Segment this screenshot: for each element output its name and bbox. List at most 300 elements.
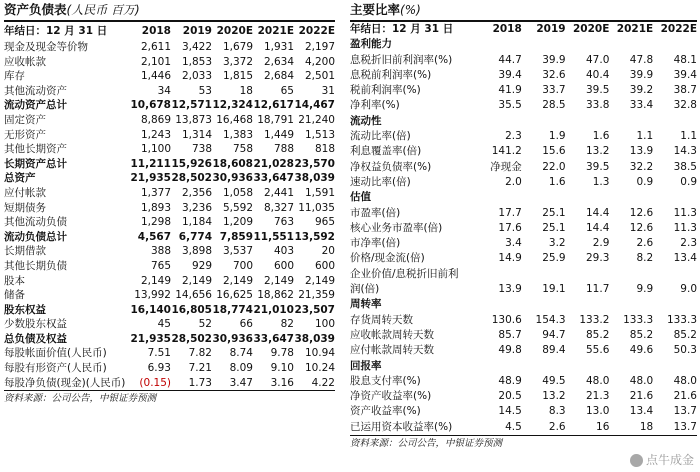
- value-cell: 14.4: [586, 206, 610, 219]
- value-cell: 763: [273, 216, 294, 229]
- row-label: 库存: [4, 70, 25, 83]
- total-row: [4, 171, 335, 186]
- table-row: [350, 83, 697, 98]
- row-label: 流动负债总计: [4, 230, 67, 243]
- value-cell: 16,625: [216, 289, 253, 302]
- value-cell: 2,634: [263, 55, 294, 68]
- value-cell: 11.3: [673, 206, 697, 219]
- key-ratios-panel: [350, 0, 697, 452]
- row-label: 应收帐款周转天数: [350, 328, 434, 341]
- value-cell: 16: [596, 420, 610, 433]
- row-label: 每股净负债(现金)(人民币): [4, 376, 126, 389]
- row-label: 流动比率(倍): [350, 130, 411, 143]
- value-cell: 1.1: [636, 130, 654, 143]
- value-cell: 403: [273, 245, 294, 258]
- value-cell: 2,197: [304, 41, 335, 53]
- value-cell: 765: [150, 259, 171, 272]
- table-row: [4, 215, 335, 230]
- value-cell: 13.9: [498, 283, 522, 296]
- value-cell: 1,209: [222, 216, 253, 229]
- value-cell: 133.3: [623, 313, 654, 326]
- value-cell: 33.7: [542, 84, 566, 97]
- value-cell: 1,446: [140, 70, 171, 83]
- value-cell: 38,039: [294, 172, 335, 185]
- row-label: 股东权益: [4, 303, 46, 316]
- value-cell: 3.4: [505, 237, 522, 250]
- row-label: 存货周转天数: [350, 313, 413, 326]
- value-cell: 9.78: [270, 347, 294, 360]
- value-cell: 4,200: [304, 55, 335, 68]
- table-row: [4, 346, 335, 361]
- value-cell: 2,149: [140, 274, 171, 287]
- table-row: [4, 113, 335, 128]
- value-cell: 18: [639, 420, 654, 433]
- source-note: 资料来源：公司公告，中银证券预测: [350, 438, 503, 450]
- value-cell: 38.5: [673, 160, 697, 173]
- table-row: [350, 313, 697, 328]
- value-cell: 14.4: [586, 221, 610, 234]
- value-cell: 1,449: [263, 128, 294, 141]
- value-cell: 41.9: [498, 84, 522, 97]
- value-cell: 8.74: [229, 347, 253, 360]
- value-cell: 929: [191, 259, 212, 272]
- value-cell: 2,149: [222, 274, 253, 287]
- section-row: [350, 359, 697, 374]
- value-cell: 14.3: [673, 145, 697, 158]
- watermark-text: 点牛成金: [645, 453, 694, 467]
- value-cell: 1,058: [222, 186, 253, 199]
- value-cell: 4.22: [311, 376, 335, 389]
- value-cell: 6,774: [178, 230, 212, 243]
- value-cell: 3,236: [181, 201, 212, 214]
- row-label: 核心业务市盈率(倍): [350, 221, 443, 234]
- value-cell: 49.5: [542, 374, 566, 387]
- value-cell: 2,501: [304, 70, 335, 83]
- value-cell: 48.0: [673, 374, 697, 387]
- value-cell: 8,327: [263, 201, 294, 214]
- value-cell: 1,591: [304, 186, 335, 199]
- value-cell: 18,862: [257, 289, 294, 302]
- key-ratios-title: [350, 0, 697, 20]
- row-label: 现金及现金等价物: [4, 41, 88, 53]
- balance-sheet-subtitle: (人民币 百万): [66, 3, 140, 17]
- row-label: 股息支付率(%): [350, 374, 421, 387]
- row-label: 净权益负债率(%): [350, 160, 432, 173]
- row-label: 已运用资本收益率(%): [350, 420, 453, 433]
- value-cell: 17.6: [498, 221, 522, 234]
- value-cell: 11.7: [586, 283, 610, 296]
- value-cell: 20.5: [498, 390, 522, 403]
- value-cell: 53: [198, 84, 212, 97]
- row-label: 短期债务: [4, 201, 46, 214]
- row-label: 股本: [4, 274, 25, 287]
- value-cell: 9.9: [636, 283, 654, 296]
- balance-sheet-title: [4, 0, 335, 20]
- table-row: [350, 53, 697, 68]
- value-cell: 1,298: [140, 216, 171, 229]
- value-cell: 20: [321, 245, 335, 258]
- value-cell: 33,647: [253, 332, 294, 345]
- table-row: [4, 244, 335, 259]
- value-cell: 4,567: [137, 230, 171, 243]
- table-row: [4, 142, 335, 157]
- value-cell: 13,992: [134, 289, 171, 302]
- value-cell: 11,211: [130, 157, 171, 170]
- row-label: 每股有形资产(人民币): [4, 362, 107, 375]
- value-cell: 6.93: [147, 362, 171, 375]
- value-cell: 13.4: [673, 252, 697, 265]
- table-row: [4, 84, 335, 99]
- value-cell: 66: [239, 318, 253, 331]
- value-cell: 3.16: [270, 376, 294, 389]
- value-cell: 18,791: [257, 113, 294, 126]
- table-row: [350, 221, 697, 236]
- table-row: [350, 144, 697, 159]
- value-cell: 13,873: [175, 113, 212, 126]
- value-cell: 85.2: [629, 328, 654, 341]
- value-cell: 31: [321, 84, 335, 97]
- section-row: [350, 37, 697, 52]
- value-cell: 13.2: [586, 145, 610, 158]
- table-row: [350, 343, 697, 358]
- value-cell: 28,502: [171, 172, 212, 185]
- value-cell: 8.2: [636, 252, 654, 265]
- total-row: [4, 157, 335, 172]
- section-row: [350, 114, 697, 129]
- value-cell: 2.6: [636, 237, 654, 250]
- value-cell: 13.7: [673, 405, 697, 418]
- table-row: [4, 40, 335, 55]
- value-cell: 38,039: [294, 332, 335, 345]
- year-header: 2021E: [257, 25, 294, 37]
- value-cell: 12.6: [629, 221, 654, 234]
- value-cell: 2.9: [592, 237, 610, 250]
- value-cell: 44.7: [498, 53, 522, 66]
- value-cell: 2,149: [263, 274, 294, 287]
- value-cell: 1,931: [263, 41, 294, 53]
- value-cell: 40.4: [586, 68, 610, 81]
- row-label: 应付帐款: [4, 186, 46, 199]
- value-cell: 21,359: [298, 289, 335, 302]
- value-cell: 29.3: [586, 252, 610, 265]
- year-end-header: 年结日：12 月 31 日: [350, 23, 454, 35]
- value-cell: 13,592: [294, 230, 335, 243]
- value-cell: 12,571: [171, 99, 212, 112]
- table-header-row: [350, 22, 697, 37]
- total-row: [4, 98, 335, 113]
- value-cell: 48.0: [586, 374, 610, 387]
- value-cell: 133.3: [666, 313, 697, 326]
- row-label: 总负债及权益: [4, 332, 67, 345]
- value-cell: 12,324: [212, 99, 253, 112]
- value-cell: 32.8: [673, 99, 697, 112]
- row-label: 企业价值/息税折旧前利: [350, 267, 459, 280]
- value-cell: 14.9: [498, 252, 522, 265]
- value-cell: 2.3: [680, 237, 697, 250]
- value-cell: 13.4: [629, 405, 654, 418]
- value-cell: 13.9: [629, 145, 654, 158]
- table-row: [4, 376, 335, 391]
- row-label: 税前利润率(%): [350, 84, 421, 97]
- value-cell: 21,240: [298, 113, 335, 126]
- row-label: 价格/现金流(倍): [350, 252, 425, 265]
- table-row: [350, 420, 697, 435]
- value-cell: 48.1: [673, 53, 697, 66]
- table-row: [350, 98, 697, 113]
- value-cell: 3,537: [222, 245, 253, 258]
- value-cell: 13.0: [586, 405, 610, 418]
- value-cell: 33.8: [586, 99, 610, 112]
- value-cell: 94.7: [542, 328, 566, 341]
- value-cell: 1,184: [181, 216, 212, 229]
- value-cell: 34: [157, 84, 171, 97]
- table-row: [4, 128, 335, 143]
- value-cell: 30,936: [212, 332, 253, 345]
- value-cell: 89.4: [542, 344, 566, 357]
- value-cell: 0.9: [680, 175, 697, 188]
- value-cell: 5,592: [222, 201, 253, 214]
- row-label: 其他流动负债: [4, 216, 67, 229]
- value-cell: 12.6: [629, 206, 654, 219]
- value-cell: 2,684: [263, 70, 294, 83]
- table-row: [350, 160, 697, 175]
- value-cell: 33.4: [629, 99, 654, 112]
- value-cell: 130.6: [491, 313, 522, 326]
- value-cell: 3,372: [222, 55, 253, 68]
- row-label: 总资产: [4, 172, 36, 185]
- table-row: [350, 328, 697, 343]
- value-cell: 1,893: [140, 201, 171, 214]
- table-row: [4, 288, 335, 303]
- section-label: 盈利能力: [350, 38, 392, 51]
- value-cell: 18,774: [212, 303, 253, 316]
- value-cell: 2,611: [140, 41, 171, 53]
- value-cell: 21.3: [586, 390, 610, 403]
- row-label: 流动资产总计: [4, 99, 67, 112]
- year-header: 2021E: [616, 23, 654, 35]
- value-cell: 4.5: [505, 420, 522, 433]
- year-header: 2019: [182, 25, 212, 37]
- value-cell: 2,149: [181, 274, 212, 287]
- total-row: [4, 332, 335, 347]
- value-cell: 1,243: [140, 128, 171, 141]
- value-cell: 35.5: [498, 99, 522, 112]
- value-cell: 2,149: [304, 274, 335, 287]
- value-cell: 16,468: [216, 113, 253, 126]
- value-cell: 13.7: [673, 420, 697, 433]
- value-cell: 85.2: [586, 328, 610, 341]
- value-cell: 2,356: [181, 186, 212, 199]
- table-row: [350, 282, 697, 297]
- value-cell: 33,647: [253, 172, 294, 185]
- value-cell: 21,028: [253, 157, 294, 170]
- value-cell: 1.73: [188, 376, 212, 389]
- value-cell: 133.2: [579, 313, 610, 326]
- value-cell: 39.5: [586, 84, 610, 97]
- table-row: [350, 175, 697, 190]
- value-cell: 16,805: [171, 303, 212, 316]
- value-cell: 14,656: [175, 289, 212, 302]
- balance-sheet-table: [4, 22, 335, 390]
- value-cell: 1.1: [680, 130, 697, 143]
- value-cell: 65: [280, 84, 294, 97]
- value-cell: 3,898: [181, 245, 212, 258]
- table-row: [4, 186, 335, 201]
- value-cell: 1,679: [222, 41, 253, 53]
- value-cell: 28.5: [542, 99, 566, 112]
- table-header-row: [4, 22, 335, 40]
- year-end-header: 年结日：12 月 31 日: [4, 25, 108, 37]
- value-cell: 23,507: [294, 303, 335, 316]
- value-cell: 0.9: [636, 175, 654, 188]
- row-label: 应收帐款: [4, 55, 46, 68]
- row-label: 其他长期资产: [4, 143, 67, 156]
- value-cell: 9.10: [270, 362, 294, 375]
- value-cell: 3.2: [548, 237, 566, 250]
- value-cell: 21,935: [130, 332, 171, 345]
- value-cell: 9.0: [680, 283, 697, 296]
- value-cell: 39.9: [542, 53, 566, 66]
- row-label: 息税折旧前利润率(%): [350, 53, 453, 66]
- value-cell: 25.1: [542, 206, 566, 219]
- year-header: 2019: [536, 23, 566, 35]
- value-cell: 21.6: [629, 390, 654, 403]
- value-cell: 2.3: [505, 130, 522, 143]
- value-cell: 11.3: [673, 221, 697, 234]
- value-cell: 22.0: [542, 160, 566, 173]
- value-cell: 600: [314, 259, 335, 272]
- year-header: 2020E: [572, 23, 610, 35]
- value-cell: 18: [239, 84, 253, 97]
- table-row: [4, 259, 335, 274]
- row-label: 每股帐面价值(人民币): [4, 347, 107, 360]
- row-label: 息税前利润率(%): [350, 68, 432, 81]
- value-cell: 38.7: [673, 84, 697, 97]
- value-cell: 2.0: [505, 175, 522, 188]
- value-cell: 25.9: [542, 252, 566, 265]
- value-cell: 7,859: [219, 230, 253, 243]
- value-cell: 45: [157, 318, 171, 331]
- value-cell: 8,869: [140, 113, 171, 126]
- value-cell: 39.9: [629, 68, 654, 81]
- value-cell: 52: [198, 318, 212, 331]
- table-row: [350, 236, 697, 251]
- value-cell: 11,551: [253, 230, 294, 243]
- value-cell: 7.82: [188, 347, 212, 360]
- table-row: [350, 129, 697, 144]
- value-cell: 32.6: [542, 68, 566, 81]
- row-label: 应付帐款周转天数: [350, 344, 434, 357]
- value-cell: 55.6: [586, 344, 610, 357]
- table-row: [4, 55, 335, 70]
- value-cell: 48.0: [629, 374, 654, 387]
- value-cell: 净现金: [490, 160, 522, 173]
- negative-value-cell: (0.15): [139, 376, 171, 389]
- value-cell: 12,617: [253, 99, 294, 112]
- value-cell: 49.6: [629, 344, 654, 357]
- balance-sheet-title-text: 资产负债表: [4, 2, 67, 17]
- watermark-logo-icon: [630, 454, 643, 467]
- value-cell: 49.8: [498, 344, 522, 357]
- value-cell: 1,815: [222, 70, 253, 83]
- value-cell: 788: [273, 143, 294, 156]
- value-cell: 14,467: [294, 99, 335, 112]
- value-cell: 16,140: [130, 303, 171, 316]
- key-ratios-subtitle: (%): [400, 3, 421, 17]
- value-cell: 48.9: [498, 374, 522, 387]
- value-cell: 965: [314, 216, 335, 229]
- table-row: [4, 317, 335, 332]
- section-row: [350, 190, 697, 205]
- value-cell: 85.2: [673, 328, 697, 341]
- value-cell: 21,935: [130, 172, 171, 185]
- section-label: 估值: [350, 191, 371, 204]
- value-cell: 25.1: [542, 221, 566, 234]
- value-cell: 18,608: [212, 157, 253, 170]
- table-row: [350, 206, 697, 221]
- row-label: 利息覆盖率(倍): [350, 145, 422, 158]
- year-header: 2020E: [216, 25, 253, 37]
- value-cell: 10,678: [130, 99, 171, 112]
- table-row: [350, 374, 697, 389]
- row-label: 其他长期负债: [4, 259, 67, 272]
- value-cell: 818: [314, 143, 335, 156]
- key-ratios-table: [350, 22, 697, 435]
- value-cell: 758: [232, 143, 253, 156]
- value-cell: 2.6: [548, 420, 566, 433]
- value-cell: 8.09: [229, 362, 253, 375]
- row-label: 长期借款: [4, 245, 46, 258]
- total-row: [4, 303, 335, 318]
- value-cell: 32.2: [629, 160, 654, 173]
- value-cell: 1,377: [140, 186, 171, 199]
- total-row: [4, 230, 335, 245]
- section-label: 回报率: [350, 359, 382, 372]
- row-label: 少数股东权益: [4, 318, 67, 331]
- source-note: 资料来源：公司公告，中银证券预测: [4, 393, 157, 405]
- value-cell: 10.94: [304, 347, 335, 360]
- section-label: 流动性: [350, 114, 382, 127]
- value-cell: 1,513: [304, 128, 335, 141]
- value-cell: 50.3: [673, 344, 697, 357]
- key-ratios-title-text: 主要比率: [350, 2, 401, 17]
- value-cell: 1.3: [592, 175, 610, 188]
- value-cell: 1.9: [548, 130, 566, 143]
- row-label: 无形资产: [4, 128, 46, 141]
- value-cell: 1,853: [181, 55, 212, 68]
- table-row: [350, 251, 697, 266]
- row-label: 储备: [4, 289, 25, 302]
- row-label: 固定资产: [4, 113, 46, 126]
- value-cell: 7.21: [188, 362, 212, 375]
- value-cell: 8.3: [548, 405, 566, 418]
- value-cell: 39.4: [673, 68, 697, 81]
- section-label: 周转率: [350, 298, 382, 311]
- value-cell: 21.6: [673, 390, 697, 403]
- row-label: 市盈率(倍): [350, 206, 401, 219]
- value-cell: 15,926: [171, 157, 212, 170]
- table-row: [350, 267, 697, 282]
- value-cell: 7.51: [147, 347, 171, 360]
- value-cell: 1,314: [181, 128, 212, 141]
- watermark: [630, 451, 694, 468]
- year-header: 2018: [141, 25, 171, 37]
- table-row: [4, 69, 335, 84]
- value-cell: 10.24: [304, 362, 335, 375]
- value-cell: 154.3: [535, 313, 566, 326]
- value-cell: 700: [232, 259, 253, 272]
- value-cell: 14.5: [498, 405, 522, 418]
